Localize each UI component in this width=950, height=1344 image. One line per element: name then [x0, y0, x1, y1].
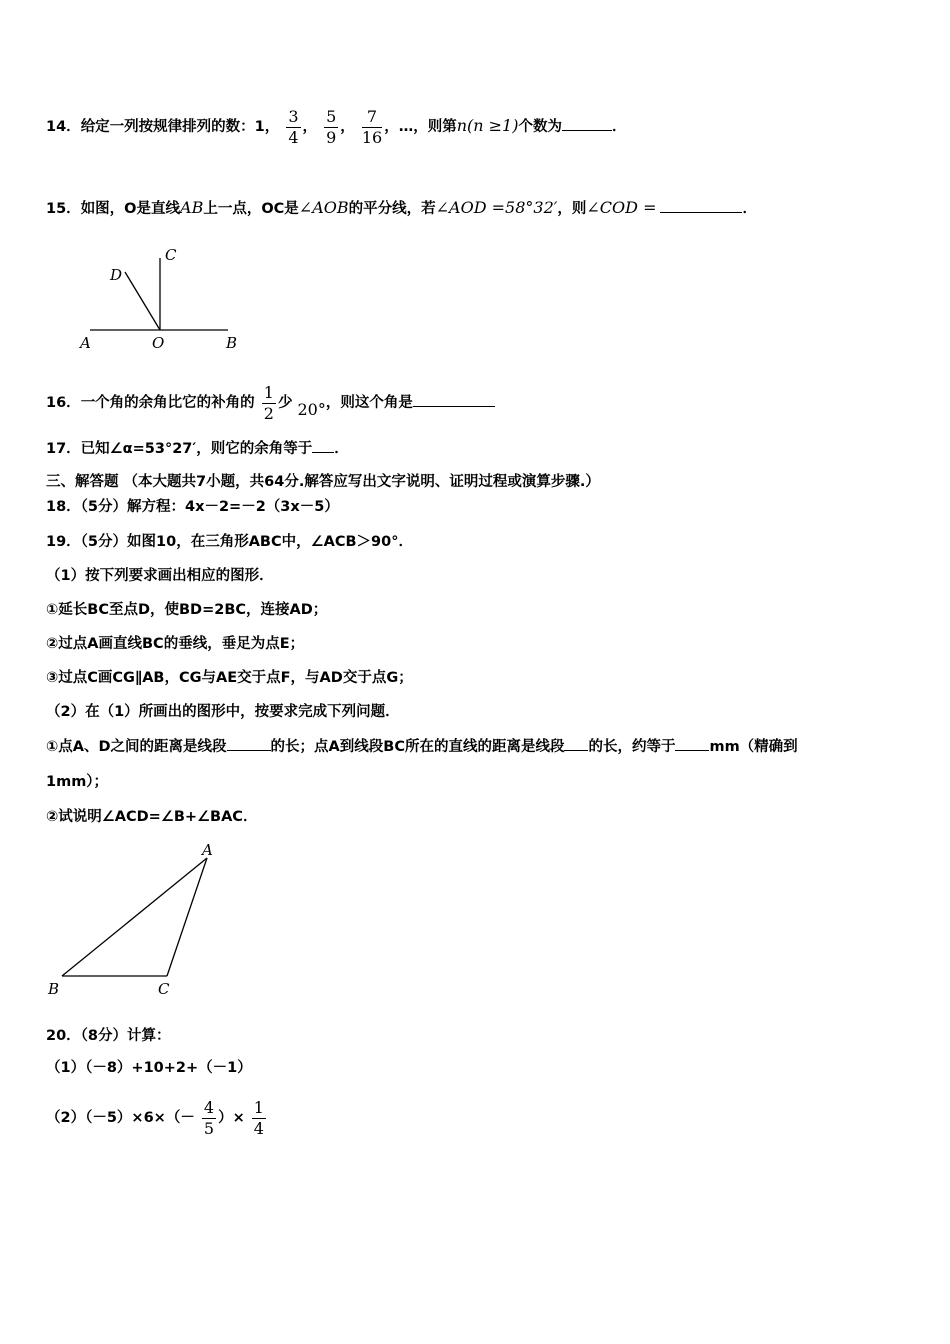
- q15-angle-aob: ∠AOB: [298, 198, 349, 217]
- q14-end: ．: [611, 119, 627, 135]
- question-15: [46, 192, 757, 224]
- label-c: C: [158, 980, 170, 998]
- q19-part-2: （2）在（1）所画出的图形中，按要求完成下列问题．: [46, 704, 400, 720]
- q19-step-4-text-d: mm（精确到: [709, 739, 798, 755]
- question-20-head: 20．（8分）计算：: [46, 1028, 171, 1044]
- q19-step-4-text-a: ①点A、D之间的距离是线段: [46, 739, 227, 755]
- q16-text-2: 少: [277, 395, 293, 411]
- q14-number: 14．: [46, 119, 81, 135]
- side-ab: [62, 858, 207, 976]
- q20-fraction-2: $\frac{1}{4}$: [253, 1097, 264, 1138]
- q20-fraction-1: $\frac{4}{5}$: [203, 1097, 215, 1138]
- q16-fraction: $\frac{1}{2}$: [263, 382, 274, 423]
- q14-fraction-1: $\frac{3}{4}$: [288, 106, 299, 147]
- q14-fraction-2: $\frac{5}{9}$: [326, 106, 337, 147]
- section-3-heading: 三、解答题 （本大题共7小题，共64分.解答应写出文字说明、证明过程或演算步骤.）: [46, 474, 600, 490]
- q14-sep-1: ，: [302, 119, 318, 135]
- question-16: [46, 378, 495, 426]
- q15-end: ．: [742, 201, 757, 217]
- q16-degree: 20°: [297, 400, 326, 419]
- q16-text-3: ，则这个角是: [325, 395, 413, 411]
- q15-answer-blank[interactable]: [660, 198, 742, 213]
- question-14: [46, 102, 626, 150]
- q14-fraction-3: $\frac{7}{16}$: [361, 106, 383, 147]
- q19-step-3: ③过点C画CG∥AB，CG与AE交于点F，与AD交于点G；: [46, 670, 413, 686]
- q15-text-1: 如图，O是直线: [80, 201, 181, 217]
- q14-answer-blank[interactable]: [562, 116, 612, 131]
- q19-step-4-text-c: 的长，约等于: [588, 739, 676, 755]
- q15-figure: [70, 238, 260, 358]
- q15-text-2: 上一点，OC是: [203, 201, 299, 217]
- q17-answer-blank[interactable]: [312, 438, 334, 453]
- side-ac: [167, 858, 207, 976]
- question-17: [46, 438, 349, 459]
- q14-text-1: 给定一列按规律排列的数：1，: [80, 119, 280, 135]
- q19-step-4-continued: 1mm）；: [46, 774, 109, 790]
- q16-number: 16．: [46, 395, 81, 411]
- q19-triangle-figure: [40, 838, 230, 1003]
- label-d: D: [110, 266, 123, 284]
- q14-text-2: ，…，则第: [384, 119, 457, 135]
- q16-text-1: 一个角的余角比它的补角的: [80, 395, 255, 411]
- q20-expression-2-text-b: ）×: [218, 1110, 245, 1126]
- q14-sep-2: ，: [340, 119, 355, 135]
- q14-n-expression: n(n ≥1): [456, 116, 519, 135]
- label-a: A: [202, 841, 213, 859]
- label-o: O: [152, 334, 165, 352]
- q17-end: ．: [334, 441, 349, 457]
- q19-blank-3[interactable]: [675, 736, 709, 751]
- q15-text-4: ，则: [557, 201, 587, 217]
- q14-text-3: 个数为: [518, 119, 562, 135]
- q15-number: 15．: [46, 201, 81, 217]
- q15-line-ab: AB: [180, 198, 204, 217]
- q17-text: 17．已知∠α=53°27′，则它的余角等于: [46, 441, 313, 457]
- label-c: C: [165, 246, 177, 264]
- question-18: 18．（5分）解方程：4x－2=－2（3x－5）: [46, 499, 339, 515]
- ray-od: [125, 272, 160, 330]
- q16-answer-blank[interactable]: [413, 392, 495, 407]
- q20-expression-2-text-a: （2）（－5）×6×（－: [46, 1110, 195, 1126]
- q15-angle-aod: ∠AOD =58°32′: [435, 198, 558, 217]
- q15-angle-cod: ∠COD =: [586, 198, 657, 217]
- q19-blank-2[interactable]: [564, 736, 588, 751]
- q15-text-3: 的平分线，若: [348, 201, 436, 217]
- label-b: B: [226, 334, 238, 352]
- q19-step-1: ①延长BC至点D，使BD=2BC，连接AD；: [46, 602, 328, 618]
- q19-step-4-text-b: 的长；点A到线段BC所在的直线的距离是线段: [270, 739, 565, 755]
- question-19-head: 19．（5分）如图10，在三角形ABC中，∠ACB＞90°．: [46, 534, 413, 550]
- q20-expression-2: [46, 1094, 268, 1142]
- q19-step-5: ②试说明∠ACD=∠B+∠BAC．: [46, 809, 258, 825]
- label-a: A: [80, 334, 91, 352]
- q20-expression-1: （1）（－8）+10+2+（－1）: [46, 1060, 252, 1076]
- q19-part-1: （1）按下列要求画出相应的图形．: [46, 568, 274, 584]
- q19-blank-1[interactable]: [227, 736, 271, 751]
- label-b: B: [48, 980, 60, 998]
- q19-step-2: ②过点A画直线BC的垂线，垂足为点E；: [46, 636, 305, 652]
- q19-step-4: [46, 736, 798, 757]
